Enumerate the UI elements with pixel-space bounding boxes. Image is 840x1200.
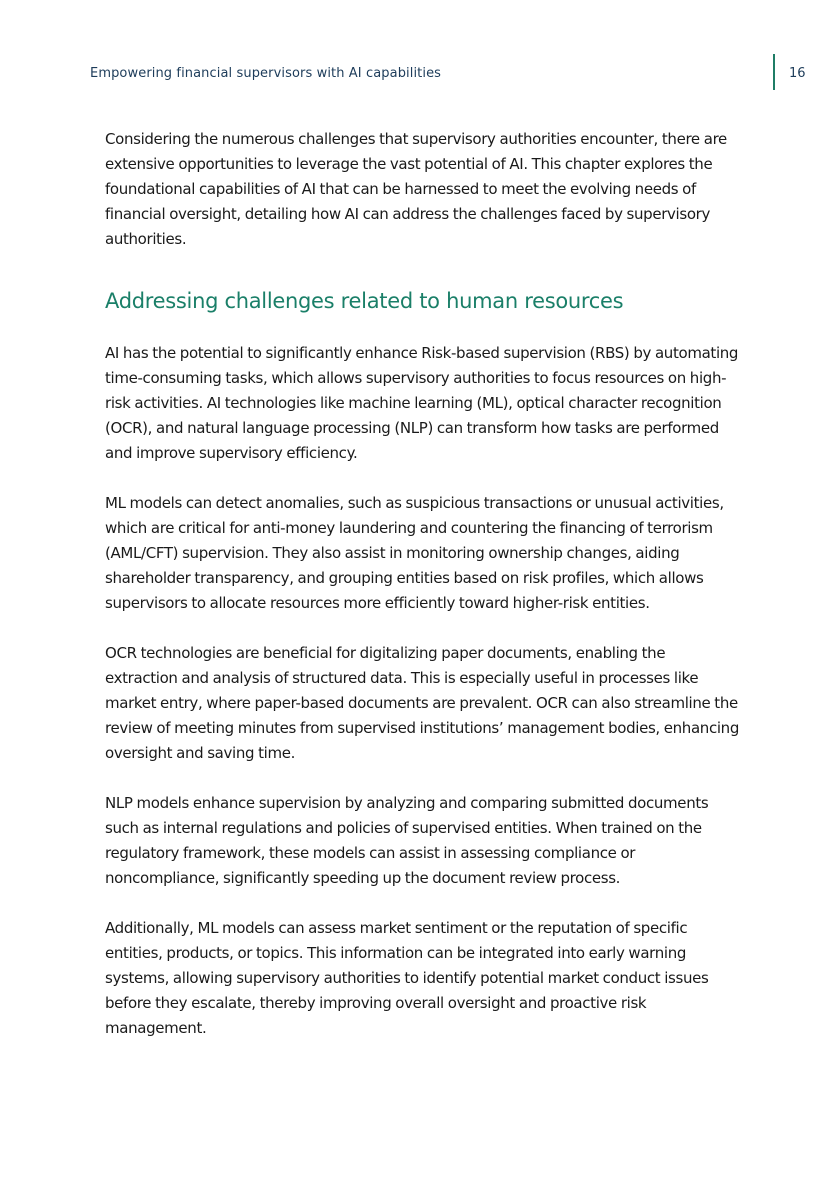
body-paragraph-sentiment: Additionally, ML models can assess market sentiment or the reputation of specific entities, products, or topics. This information can be integrated into early warning systems, allowing supervisory authorities to identify potential market conduct issues before they escalate, thereby improving overall oversight and proactive risk management. — [105, 919, 709, 1037]
intro-paragraph: Considering the numerous challenges that supervisory authorities encounter, there are extensive opportunities to leverage the vast potential of AI. This chapter explores the foundational capabilities of AI that can be harnessed to meet the evolving needs of financial oversight, detailing how AI can address the challenges faced by supervisory authorities. — [105, 130, 727, 248]
running-header-title: Empowering financial supervisors with AI capabilities — [90, 66, 442, 81]
main-content — [105, 127, 740, 1066]
body-paragraph-ocr: OCR technologies are beneficial for digitalizing paper documents, enabling the extraction and analysis of structured data. This is especially useful in processes like market entry, where paper-based documents are prevalent. OCR can also streamline the review of meeting minutes from supervised institutions’ management bodies, enhancing oversight and saving time. — [105, 644, 740, 762]
header-divider — [773, 54, 775, 90]
section-heading: Addressing challenges related to human resources — [105, 289, 624, 313]
page-number: 16 — [789, 66, 806, 81]
body-paragraph-ml: ML models can detect anomalies, such as suspicious transactions or unusual activities, which are critical for anti-money laundering and countering the financing of terrorism (AML/CFT) supervision. They also assist in monitoring ownership changes, aiding shareholder transparency, and grouping entities based on risk profiles, which allows supervisors to allocate resources more efficiently toward higher-risk entities. — [105, 494, 724, 612]
body-paragraph-nlp: NLP models enhance supervision by analyzing and comparing submitted documents such as internal regulations and policies of supervised entities. When trained on the regulatory framework, these models can assist in assessing compliance or noncompliance, significantly speeding up the document review process. — [105, 794, 709, 887]
body-paragraph-rbs: AI has the potential to significantly enhance Risk-based supervision (RBS) by automating time-consuming tasks, which allows supervisory authorities to focus resources on high-risk activities. AI technologies like machine learning (ML), optical character recognition (OCR), and natural language processing (NLP) can transform how tasks are performed and improve supervisory efficiency. — [105, 344, 739, 462]
